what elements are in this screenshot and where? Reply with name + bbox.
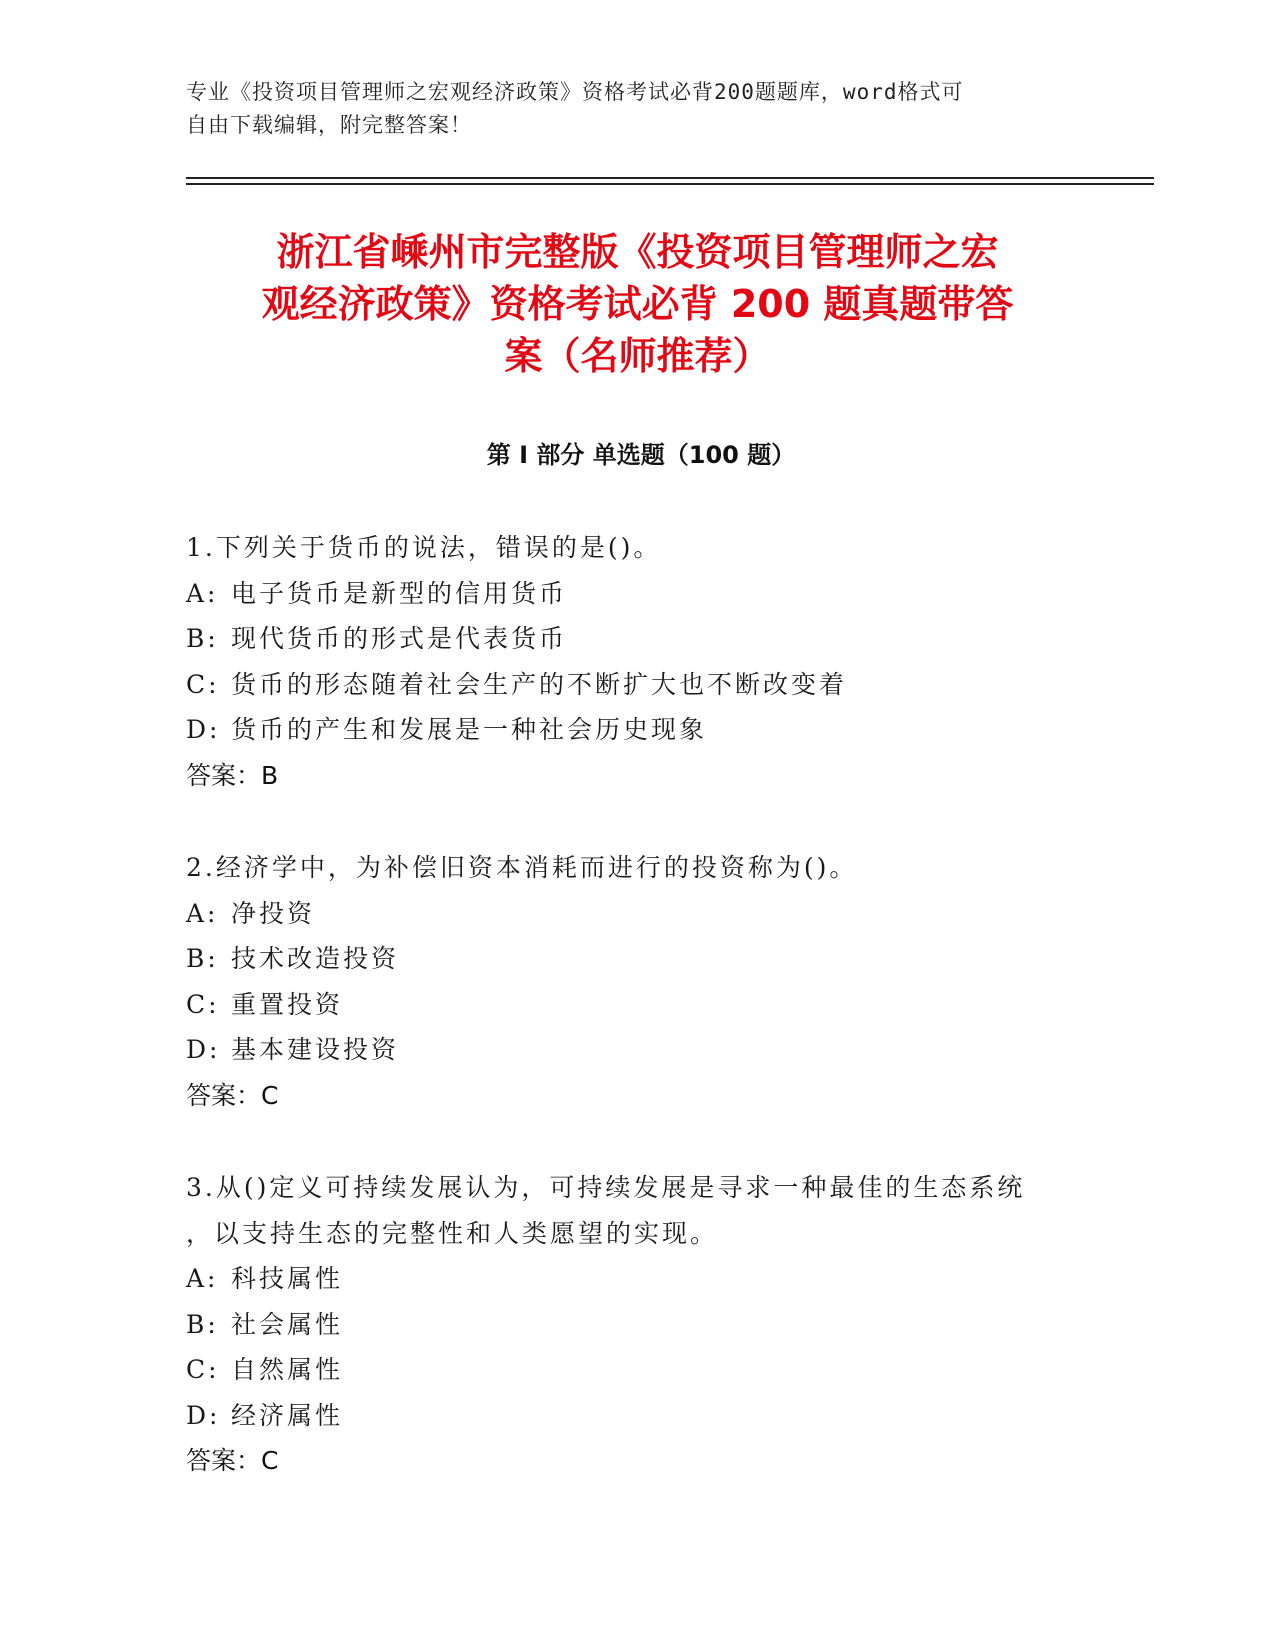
option-letter: A:: [186, 1264, 219, 1293]
question-stem: 3.从()定义可持续发展认为，可持续发展是寻求一种最佳的生态系统: [186, 1173, 1026, 1202]
option-a: [186, 891, 1086, 937]
header-note-line-1: 专业《投资项目管理师之宏观经济政策》资格考试必背200题题库，word格式可: [186, 80, 964, 104]
question-stem-continued: ，以支持生态的完整性和人类愿望的实现。: [186, 1218, 719, 1248]
header-note-line-2: 自由下载编辑，附完整答案！: [186, 113, 472, 137]
answer: 答案：B: [186, 760, 279, 790]
option-c: [186, 662, 1086, 708]
question-stem: 2.经济学中，为补偿旧资本消耗而进行的投资称为()。: [186, 853, 858, 882]
option-letter: B:: [186, 944, 219, 973]
section-title: 第 I 部分 单选题（100 题）: [486, 441, 796, 469]
option-d: [186, 1027, 1086, 1073]
option-letter: D:: [186, 1400, 221, 1430]
option-text: 货币的产生和发展是一种社会历史现象: [231, 715, 708, 744]
header-divider-top: [186, 177, 1154, 179]
document-title-line-3: 案（名师推荐）: [504, 334, 771, 378]
option-a: [186, 1256, 1086, 1302]
option-b: [186, 1302, 1086, 1348]
option-c: [186, 982, 1086, 1028]
option-text: 净投资: [231, 898, 316, 928]
option-text: 自然属性: [231, 1355, 344, 1384]
option-text: 社会属性: [231, 1309, 344, 1339]
document-title: [150, 226, 1125, 382]
option-letter: C:: [186, 989, 220, 1019]
option-letter: C:: [186, 669, 220, 699]
option-b: [186, 616, 1086, 662]
option-letter: B:: [186, 624, 219, 653]
option-letter: A:: [186, 898, 219, 928]
option-c: [186, 1347, 1086, 1393]
option-text: 技术改造投资: [231, 944, 400, 973]
option-text: 基本建设投资: [231, 1035, 400, 1064]
document-title-line-1: 浙江省嵊州市完整版《投资项目管理师之宏: [276, 230, 999, 274]
answer: 答案：C: [186, 1080, 279, 1110]
option-letter: D:: [186, 715, 221, 744]
option-b: [186, 936, 1086, 982]
option-text: 货币的形态随着社会生产的不断扩大也不断改变着: [231, 669, 848, 699]
document-title-line-2: 观经济政策》资格考试必背 200 题真题带答: [261, 282, 1014, 326]
option-text: 经济属性: [231, 1400, 344, 1430]
option-text: 现代货币的形式是代表货币: [231, 624, 568, 653]
question-1: [186, 525, 1086, 798]
question-stem: 1.下列关于货币的说法，错误的是()。: [186, 533, 662, 562]
option-text: 重置投资: [231, 989, 344, 1019]
option-text: 科技属性: [231, 1264, 344, 1293]
answer: 答案：C: [186, 1446, 279, 1475]
option-letter: C:: [186, 1355, 220, 1384]
option-letter: D:: [186, 1035, 221, 1064]
option-text: 电子货币是新型的信用货币: [231, 578, 568, 608]
option-letter: A:: [186, 578, 219, 608]
option-a: [186, 571, 1086, 617]
question-2: [186, 845, 1086, 1118]
option-d: [186, 707, 1086, 753]
question-3: [186, 1165, 1086, 1484]
header-note: [186, 76, 1066, 142]
option-letter: B:: [186, 1309, 219, 1339]
header-divider-bottom: [186, 183, 1154, 185]
option-d: [186, 1393, 1086, 1439]
